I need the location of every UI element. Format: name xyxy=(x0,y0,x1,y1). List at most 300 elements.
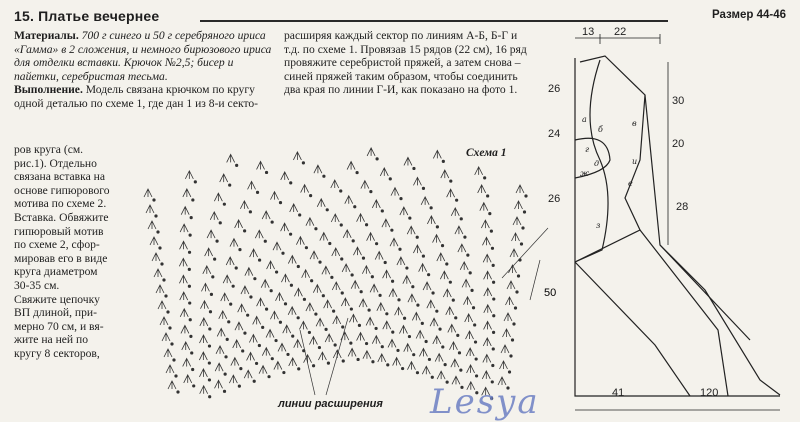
stitch-fan xyxy=(370,284,378,292)
chain-dot xyxy=(408,335,410,337)
chain-dot xyxy=(189,319,191,321)
chain-dot xyxy=(308,331,310,333)
instruction-line: мотива по схеме 2. xyxy=(14,197,107,211)
stitch-fan xyxy=(481,220,489,228)
chain-dot xyxy=(326,209,328,211)
instruction-line: Вставка. Обвяжите xyxy=(14,210,109,224)
chain-dot xyxy=(442,160,444,162)
chain-dot xyxy=(275,271,277,273)
stitch-fan xyxy=(361,181,369,189)
chain-dot xyxy=(427,273,429,275)
chain-dot xyxy=(310,280,312,282)
stitch-fan xyxy=(482,237,490,245)
stitch-fan xyxy=(154,269,162,277)
stitch-fan xyxy=(389,289,397,297)
chain-dot xyxy=(264,240,266,242)
chain-dot xyxy=(253,380,255,382)
stitch-fan xyxy=(404,157,412,165)
stitch-fan xyxy=(419,348,427,356)
stitch-fan xyxy=(281,274,289,282)
pattern-letter-g: г xyxy=(585,145,590,154)
chain-dot xyxy=(370,190,372,192)
stitch-fan xyxy=(475,167,483,175)
chain-dot xyxy=(365,342,367,344)
chain-dot xyxy=(397,349,399,351)
stitch-fan xyxy=(164,349,172,357)
stitch-fan xyxy=(443,289,451,297)
stitch-fan xyxy=(238,304,246,312)
chain-dot xyxy=(209,328,211,330)
chain-dot xyxy=(365,224,367,226)
stitch-fan xyxy=(214,193,222,201)
sewing-pattern xyxy=(575,34,780,410)
stitch-fan xyxy=(281,172,289,180)
stitch-fan xyxy=(306,303,314,311)
stitch-fan xyxy=(345,196,353,204)
chain-dot xyxy=(450,180,452,182)
chain-dot xyxy=(229,184,231,186)
stitch-fan xyxy=(261,280,269,288)
dim-right-2: 20 xyxy=(672,138,685,150)
stitch-fan xyxy=(310,251,318,259)
stitch-fan xyxy=(226,257,234,265)
chain-dot xyxy=(163,279,165,281)
chain-dot xyxy=(189,302,191,304)
stitch-fan xyxy=(367,233,375,241)
stitch-fan xyxy=(199,369,207,377)
stitch-fan xyxy=(515,201,523,209)
stitch-fan xyxy=(267,261,275,269)
chain-dot xyxy=(422,255,424,257)
pattern-letter-v: в xyxy=(632,119,637,128)
chain-dot xyxy=(460,218,462,220)
stitch-fan xyxy=(383,321,391,329)
stitch-fan xyxy=(271,192,279,200)
chain-dot xyxy=(483,177,485,179)
stitch-fan xyxy=(391,188,399,196)
stitch-fan xyxy=(313,285,321,293)
chain-dot xyxy=(342,326,344,328)
chain-dot xyxy=(279,321,281,323)
chain-dot xyxy=(167,311,169,313)
stitch-fan xyxy=(324,300,332,308)
stitch-fan xyxy=(465,314,473,322)
chain-dot xyxy=(491,247,493,249)
chain-dot xyxy=(284,303,286,305)
stitch-fan xyxy=(293,152,301,160)
chain-dot xyxy=(403,317,405,319)
expansion-line-1 xyxy=(326,318,348,395)
chain-dot xyxy=(474,341,476,343)
pattern-letters xyxy=(580,115,637,230)
execution-label: Выполнение. xyxy=(14,83,83,97)
chain-dot xyxy=(213,258,215,260)
chain-dot xyxy=(271,221,273,223)
stitch-fan xyxy=(156,285,164,293)
chain-dot xyxy=(177,391,179,393)
chain-dot xyxy=(318,346,320,348)
chain-dot xyxy=(192,199,194,201)
instruction-line: Свяжите цепочку xyxy=(14,292,100,306)
stitch-fan xyxy=(484,288,492,296)
chain-dot xyxy=(368,309,370,311)
stitch-fan xyxy=(205,248,213,256)
chain-dot xyxy=(510,355,512,357)
stitch-fan xyxy=(333,316,341,324)
chain-dot xyxy=(389,178,391,180)
chain-dot xyxy=(455,317,457,319)
chain-dot xyxy=(490,230,492,232)
chain-dot xyxy=(472,307,474,309)
stitch-fan xyxy=(342,264,350,272)
chain-dot xyxy=(413,353,415,355)
chain-dot xyxy=(193,385,195,387)
chain-dot xyxy=(235,267,237,269)
stitch-fan xyxy=(400,207,408,215)
schema-label: Схема 1 xyxy=(466,147,507,159)
chain-dot xyxy=(513,323,515,325)
chain-dot xyxy=(449,281,451,283)
chain-dot xyxy=(250,296,252,298)
stitch-fan xyxy=(160,317,168,325)
instruction-line: мировав его в виде xyxy=(14,251,108,265)
chain-dot xyxy=(492,348,494,350)
chain-dot xyxy=(446,263,448,265)
pattern-letter-d: д xyxy=(594,159,600,168)
stitch-fan xyxy=(182,342,190,350)
stitch-fan xyxy=(478,185,486,193)
stitch-fan xyxy=(229,375,237,383)
chain-dot xyxy=(153,199,155,201)
stitch-fan xyxy=(395,307,403,315)
chain-dot xyxy=(492,331,494,333)
chain-dot xyxy=(342,360,344,362)
instructions-column-2: расширяя каждый сектор по линиям А-Б, Б-Г и т.д. по схеме 1. Провязав 15 рядов (22 см), 16 ряд провяжите серебристой пряжей, а затем снова – синей пряжей таким образом, чтобы соединить два края по линии Г-И, как показано на фото 1. xyxy=(284,29,527,97)
chain-dot xyxy=(441,244,443,246)
chain-dot xyxy=(287,353,289,355)
stitch-fan xyxy=(500,361,508,369)
stitch-fan xyxy=(403,276,411,284)
materials-label: Материалы. xyxy=(14,29,79,42)
chain-dot xyxy=(492,364,494,366)
pattern-dimensions xyxy=(548,26,718,399)
chain-dot xyxy=(436,310,438,312)
chain-dot xyxy=(188,285,190,287)
chain-dot xyxy=(270,289,272,291)
chain-dot xyxy=(289,233,291,235)
stitch-fan xyxy=(230,239,238,247)
chain-dot xyxy=(452,299,454,301)
stitch-fan xyxy=(413,245,421,253)
stitch-fan xyxy=(249,334,257,342)
pattern-letter-b: б xyxy=(598,125,603,134)
chain-dot xyxy=(169,327,171,329)
instruction-line: рис.1). Отдельно xyxy=(14,156,97,170)
stitch-fan xyxy=(148,221,156,229)
stitch-fan xyxy=(262,211,270,219)
chain-dot xyxy=(290,182,292,184)
chain-dot xyxy=(319,261,321,263)
chain-dot xyxy=(341,258,343,260)
chain-dot xyxy=(516,291,518,293)
dim-left-2: 24 xyxy=(548,128,561,140)
stitch-fan xyxy=(332,282,340,290)
stitch-fan xyxy=(250,249,258,257)
chain-dot xyxy=(469,272,471,274)
stitch-fan xyxy=(223,275,231,283)
stitch-fan xyxy=(322,266,330,274)
stitch-fan xyxy=(357,333,365,341)
chain-dot xyxy=(340,190,342,192)
dim-right-1: 30 xyxy=(672,95,685,107)
stitch-fan xyxy=(200,386,208,394)
stitch-fan xyxy=(419,264,427,272)
chain-dot xyxy=(238,385,240,387)
stitch-fan xyxy=(503,329,511,337)
stitch-fan xyxy=(480,203,488,211)
stitch-fan xyxy=(447,189,455,197)
chain-dot xyxy=(190,216,192,218)
instruction-line: кругу 8 секторов, xyxy=(14,346,100,360)
chain-dot xyxy=(356,171,358,173)
chain-dot xyxy=(522,227,524,229)
stitch-fan xyxy=(466,348,474,356)
chain-dot xyxy=(334,344,336,346)
stitch-fan xyxy=(407,226,415,234)
skirt-seam-3 xyxy=(660,245,750,340)
chain-dot xyxy=(350,342,352,344)
chain-dot xyxy=(292,335,294,337)
chain-dot xyxy=(189,234,191,236)
stitch-fan xyxy=(270,311,278,319)
chain-dot xyxy=(265,308,267,310)
chain-dot xyxy=(416,371,418,373)
chain-dot xyxy=(239,248,241,250)
stitch-fan xyxy=(353,247,361,255)
chain-dot xyxy=(315,313,317,315)
chain-dot xyxy=(362,257,364,259)
chain-dot xyxy=(191,368,193,370)
chain-dot xyxy=(329,242,331,244)
chain-dot xyxy=(467,254,469,256)
watermark: Lesya xyxy=(430,382,540,422)
stitch-fan xyxy=(404,344,412,352)
chain-dot xyxy=(188,268,190,270)
stitch-fan xyxy=(181,325,189,333)
stitch-fan xyxy=(467,365,475,373)
stitch-fan xyxy=(316,318,324,326)
chain-dot xyxy=(224,373,226,375)
stitch-fan xyxy=(412,312,420,320)
stitch-fan xyxy=(408,294,416,302)
stitch-fan xyxy=(199,352,207,360)
chain-dot xyxy=(464,236,466,238)
stitch-fan xyxy=(301,185,309,193)
stitch-fan xyxy=(430,318,438,326)
stitch-fan xyxy=(449,342,457,350)
chain-dot xyxy=(360,290,362,292)
chain-dot xyxy=(327,362,329,364)
stitch-fan xyxy=(372,336,380,344)
pattern-letter-zh: ж xyxy=(580,169,590,178)
stitch-fan xyxy=(290,204,298,212)
stitch-fan xyxy=(219,311,227,319)
stitch-fan xyxy=(507,281,515,289)
stitch-fan xyxy=(482,371,490,379)
chain-dot xyxy=(511,339,513,341)
size-label: Размер 44-46 xyxy=(711,9,786,21)
stitch-fan xyxy=(378,354,386,362)
stitch-fan xyxy=(455,226,463,234)
stitch-fan xyxy=(372,200,380,208)
stitch-fan xyxy=(233,340,241,348)
stitch-fan xyxy=(210,212,218,220)
stitch-fan xyxy=(501,345,509,353)
chain-dot xyxy=(171,343,173,345)
stitch-fan xyxy=(179,258,187,266)
chain-dot xyxy=(261,326,263,328)
stitch-fan xyxy=(180,241,188,249)
chain-dot xyxy=(332,310,334,312)
chain-dot xyxy=(208,396,210,398)
chain-dot xyxy=(190,335,192,337)
stitch-fan xyxy=(362,266,370,274)
chain-dot xyxy=(401,367,403,369)
chain-dot xyxy=(422,187,424,189)
stitch-fan xyxy=(422,366,430,374)
instruction-line: круга диаметром xyxy=(14,265,98,279)
stitch-fan xyxy=(200,318,208,326)
chain-dot xyxy=(492,281,494,283)
stitch-fan xyxy=(331,214,339,222)
chain-dot xyxy=(297,317,299,319)
stitch-fan xyxy=(366,317,374,325)
stitch-fan xyxy=(180,224,188,232)
chain-dot xyxy=(161,263,163,265)
chain-dot xyxy=(309,194,311,196)
stitch-fan xyxy=(359,299,367,307)
stitch-fan xyxy=(341,298,349,306)
chain-dot xyxy=(406,267,408,269)
chain-dot xyxy=(258,259,260,261)
execution-text: Модель связана крючком по кругу одной деталью по схеме 1, где дан 1 из 8-и секто- xyxy=(14,83,259,110)
chain-dot xyxy=(493,315,495,317)
dim-bottom-1: 41 xyxy=(612,387,625,399)
chain-dot xyxy=(268,375,270,377)
chain-dot xyxy=(473,324,475,326)
skirt-outline xyxy=(645,95,780,395)
chain-dot xyxy=(432,292,434,294)
dim-left-3: 26 xyxy=(548,193,561,205)
stitch-fan xyxy=(220,174,228,182)
chain-dot xyxy=(244,332,246,334)
stitch-fan xyxy=(288,256,296,264)
stitch-fan xyxy=(216,346,224,354)
chain-dot xyxy=(425,340,427,342)
stitch-fan xyxy=(433,336,441,344)
chain-dot xyxy=(379,294,381,296)
stitch-fan xyxy=(451,359,459,367)
chain-dot xyxy=(457,334,459,336)
chain-dot xyxy=(391,229,393,231)
chain-dot xyxy=(471,289,473,291)
stitch-fan xyxy=(273,242,281,250)
chain-dot xyxy=(391,280,393,282)
instruction-line: гипюровый мотив xyxy=(14,224,104,238)
chain-dot xyxy=(412,285,414,287)
stitch-fan xyxy=(440,271,448,279)
chain-dot xyxy=(381,345,383,347)
stitch-fan xyxy=(259,366,267,374)
chain-dot xyxy=(325,328,327,330)
stitch-fan xyxy=(231,358,239,366)
chain-dot xyxy=(523,211,525,213)
chain-dot xyxy=(232,285,234,287)
chain-dot xyxy=(517,275,519,277)
stitch-fan xyxy=(427,300,435,308)
stitch-fan xyxy=(484,271,492,279)
chain-dot xyxy=(226,338,228,340)
chain-dot xyxy=(155,215,157,217)
dim-right-3: 28 xyxy=(676,201,689,213)
stitch-fan xyxy=(483,254,491,262)
stitch-fan xyxy=(380,168,388,176)
chain-dot xyxy=(430,207,432,209)
chain-dot xyxy=(175,375,177,377)
chain-dot xyxy=(223,203,225,205)
chain-dot xyxy=(351,274,353,276)
stitch-fan xyxy=(215,380,223,388)
stitch-fan xyxy=(235,220,243,228)
chain-dot xyxy=(409,217,411,219)
skirt-seam-2 xyxy=(640,230,728,396)
chain-dot xyxy=(225,356,227,358)
stitch-fan xyxy=(484,305,492,313)
instruction-line: ВП длиной, при- xyxy=(14,306,97,320)
chain-dot xyxy=(271,357,273,359)
instruction-line: 30-35 см. xyxy=(14,278,60,292)
chain-dot xyxy=(279,201,281,203)
stitch-fan xyxy=(423,282,431,290)
stitch-fan xyxy=(244,370,252,378)
stitch-fan xyxy=(302,270,310,278)
stitch-fan xyxy=(441,170,449,178)
stitch-fan xyxy=(207,230,215,238)
stitch-fan xyxy=(150,237,158,245)
stitch-fan xyxy=(388,339,396,347)
chain-dot xyxy=(358,324,360,326)
stitch-fan xyxy=(299,321,307,329)
stitch-fan xyxy=(377,303,385,311)
chain-dot xyxy=(209,311,211,313)
chain-dot xyxy=(298,214,300,216)
expansion-line-3 xyxy=(502,228,548,278)
stitch-fan xyxy=(347,162,355,170)
chain-dot xyxy=(392,331,394,333)
stitch-fan xyxy=(460,262,468,270)
chain-dot xyxy=(357,358,359,360)
chain-dot xyxy=(400,197,402,199)
stitch-fan xyxy=(217,328,225,336)
chain-dot xyxy=(455,199,457,201)
pattern-letter-a: а xyxy=(582,115,587,124)
stitch-fan xyxy=(464,297,472,305)
stitch-fan xyxy=(483,338,491,346)
stitch-fan xyxy=(510,249,518,257)
stitch-fan xyxy=(435,354,443,362)
stitch-fan xyxy=(294,288,302,296)
stitch-fan xyxy=(466,331,474,339)
